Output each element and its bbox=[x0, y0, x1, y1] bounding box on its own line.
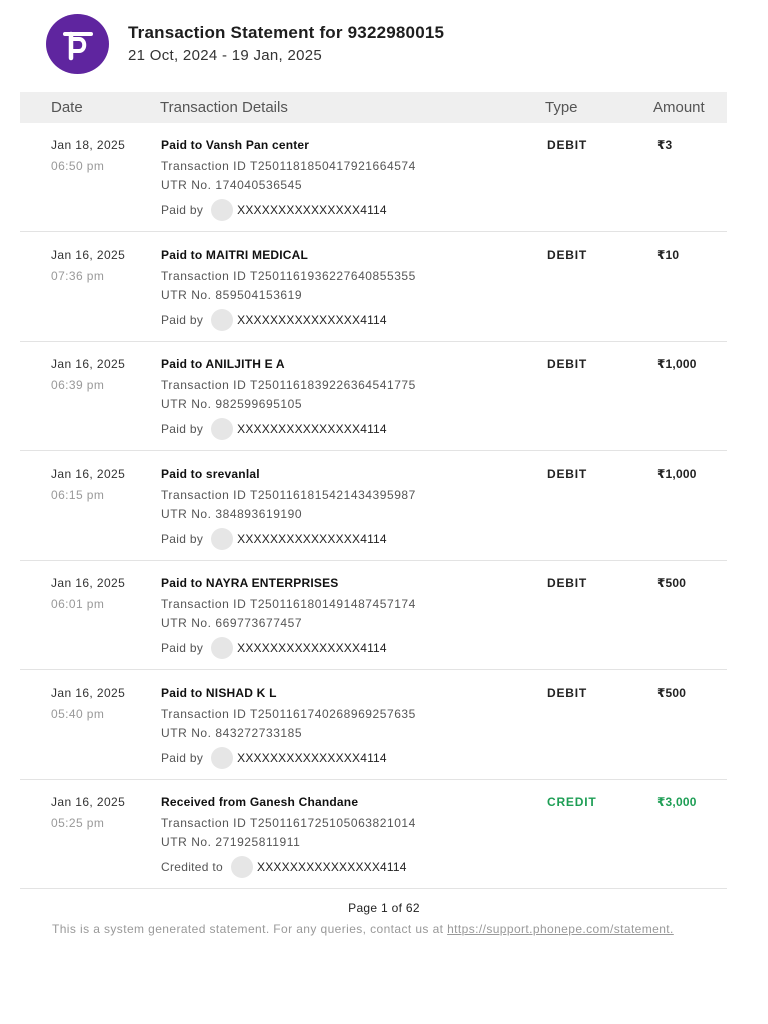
bank-avatar-icon bbox=[211, 199, 233, 221]
payment-method bbox=[161, 637, 387, 659]
txn-id: Transaction ID T2501161740268969257635 bbox=[161, 707, 416, 721]
txn-type-badge: DEBIT bbox=[547, 357, 587, 371]
txn-date: Jan 18, 2025 bbox=[51, 138, 126, 152]
txn-amount: ₹10 bbox=[657, 248, 680, 262]
utr-number: UTR No. 669773677457 bbox=[161, 616, 303, 630]
column-header-amount: Amount bbox=[653, 99, 705, 116]
txn-time: 05:25 pm bbox=[51, 816, 105, 830]
txn-time: 06:39 pm bbox=[51, 378, 105, 392]
txn-id: Transaction ID T2501161801491487457174 bbox=[161, 597, 416, 611]
txn-date: Jan 16, 2025 bbox=[51, 576, 126, 590]
payment-method-label: Paid by bbox=[161, 751, 204, 765]
txn-party: Paid to NAYRA ENTERPRISES bbox=[161, 576, 339, 590]
bank-avatar-icon bbox=[231, 856, 253, 878]
txn-date: Jan 16, 2025 bbox=[51, 357, 126, 371]
table-row bbox=[20, 560, 727, 670]
table-row bbox=[20, 779, 727, 889]
table-row bbox=[20, 451, 727, 561]
txn-date: Jan 16, 2025 bbox=[51, 467, 126, 481]
payment-method bbox=[161, 309, 387, 331]
txn-time: 06:15 pm bbox=[51, 488, 105, 502]
txn-time: 06:50 pm bbox=[51, 159, 105, 173]
utr-number: UTR No. 174040536545 bbox=[161, 178, 303, 192]
column-header-type: Type bbox=[545, 99, 578, 116]
txn-amount: ₹3,000 bbox=[657, 795, 697, 809]
txn-type-badge: DEBIT bbox=[547, 686, 587, 700]
support-link[interactable]: https://support.phonepe.com/statement. bbox=[447, 922, 674, 936]
bank-avatar-icon bbox=[211, 637, 233, 659]
statement-header bbox=[46, 14, 444, 74]
txn-id: Transaction ID T2501161936227640855355 bbox=[161, 269, 416, 283]
txn-party: Paid to Vansh Pan center bbox=[161, 138, 310, 152]
footer-note bbox=[52, 922, 674, 936]
txn-party: Paid to ANILJITH E A bbox=[161, 357, 285, 371]
payment-method-label: Paid by bbox=[161, 641, 204, 655]
txn-id: Transaction ID T2501161815421434395987 bbox=[161, 488, 416, 502]
table-row bbox=[20, 232, 727, 342]
txn-time: 07:36 pm bbox=[51, 269, 105, 283]
column-header-date: Date bbox=[51, 99, 83, 116]
column-header-details: Transaction Details bbox=[160, 99, 288, 116]
txn-type-badge: DEBIT bbox=[547, 138, 587, 152]
account-number: XXXXXXXXXXXXXXX4114 bbox=[237, 751, 387, 765]
phonepe-logo-icon bbox=[46, 14, 109, 74]
payment-method-label: Paid by bbox=[161, 422, 204, 436]
table-row bbox=[20, 670, 727, 780]
txn-type-badge: DEBIT bbox=[547, 248, 587, 262]
bank-avatar-icon bbox=[211, 528, 233, 550]
page-number: Page 1 of 62 bbox=[348, 901, 420, 915]
table-row bbox=[20, 341, 727, 451]
account-number: XXXXXXXXXXXXXXX4114 bbox=[257, 860, 407, 874]
txn-type-badge: CREDIT bbox=[547, 795, 597, 809]
payment-method-label: Paid by bbox=[161, 203, 204, 217]
utr-number: UTR No. 384893619190 bbox=[161, 507, 303, 521]
payment-method bbox=[161, 528, 387, 550]
payment-method bbox=[161, 856, 407, 878]
txn-time: 06:01 pm bbox=[51, 597, 105, 611]
txn-amount: ₹1,000 bbox=[657, 467, 697, 481]
txn-id: Transaction ID T2501161839226364541775 bbox=[161, 378, 416, 392]
txn-amount: ₹500 bbox=[657, 686, 687, 700]
payment-method-label: Paid by bbox=[161, 313, 204, 327]
account-number: XXXXXXXXXXXXXXX4114 bbox=[237, 203, 387, 217]
account-number: XXXXXXXXXXXXXXX4114 bbox=[237, 532, 387, 546]
utr-number: UTR No. 843272733185 bbox=[161, 726, 303, 740]
payment-method-label: Credited to bbox=[161, 860, 223, 874]
account-number: XXXXXXXXXXXXXXX4114 bbox=[237, 641, 387, 655]
bank-avatar-icon bbox=[211, 418, 233, 440]
txn-date: Jan 16, 2025 bbox=[51, 248, 126, 262]
account-number: XXXXXXXXXXXXXXX4114 bbox=[237, 313, 387, 327]
table-row bbox=[20, 122, 727, 232]
bank-avatar-icon bbox=[211, 309, 233, 331]
account-number: XXXXXXXXXXXXXXX4114 bbox=[237, 422, 387, 436]
txn-party: Paid to NISHAD K L bbox=[161, 686, 277, 700]
bank-avatar-icon bbox=[211, 747, 233, 769]
footer-text: This is a system generated statement. For any queries, contact us at bbox=[52, 922, 448, 936]
page-title: Transaction Statement for 9322980015 bbox=[128, 23, 445, 42]
txn-party: Paid to srevanlal bbox=[161, 467, 260, 481]
payment-method bbox=[161, 199, 387, 221]
utr-number: UTR No. 271925811911 bbox=[161, 835, 301, 849]
payment-method-label: Paid by bbox=[161, 532, 204, 546]
txn-id: Transaction ID T2501181850417921664574 bbox=[161, 159, 416, 173]
txn-amount: ₹500 bbox=[657, 576, 687, 590]
txn-id: Transaction ID T2501161725105063821014 bbox=[161, 816, 416, 830]
txn-time: 05:40 pm bbox=[51, 707, 105, 721]
txn-party: Received from Ganesh Chandane bbox=[161, 795, 359, 809]
payment-method bbox=[161, 747, 387, 769]
table-header bbox=[20, 92, 727, 123]
date-range: 21 Oct, 2024 - 19 Jan, 2025 bbox=[128, 47, 323, 64]
txn-date: Jan 16, 2025 bbox=[51, 795, 126, 809]
txn-type-badge: DEBIT bbox=[547, 576, 587, 590]
txn-party: Paid to MAITRI MEDICAL bbox=[161, 248, 309, 262]
utr-number: UTR No. 982599695105 bbox=[161, 397, 303, 411]
payment-method bbox=[161, 418, 387, 440]
txn-amount: ₹1,000 bbox=[657, 357, 697, 371]
txn-date: Jan 16, 2025 bbox=[51, 686, 126, 700]
txn-type-badge: DEBIT bbox=[547, 467, 587, 481]
utr-number: UTR No. 859504153619 bbox=[161, 288, 303, 302]
txn-amount: ₹3 bbox=[657, 138, 673, 152]
